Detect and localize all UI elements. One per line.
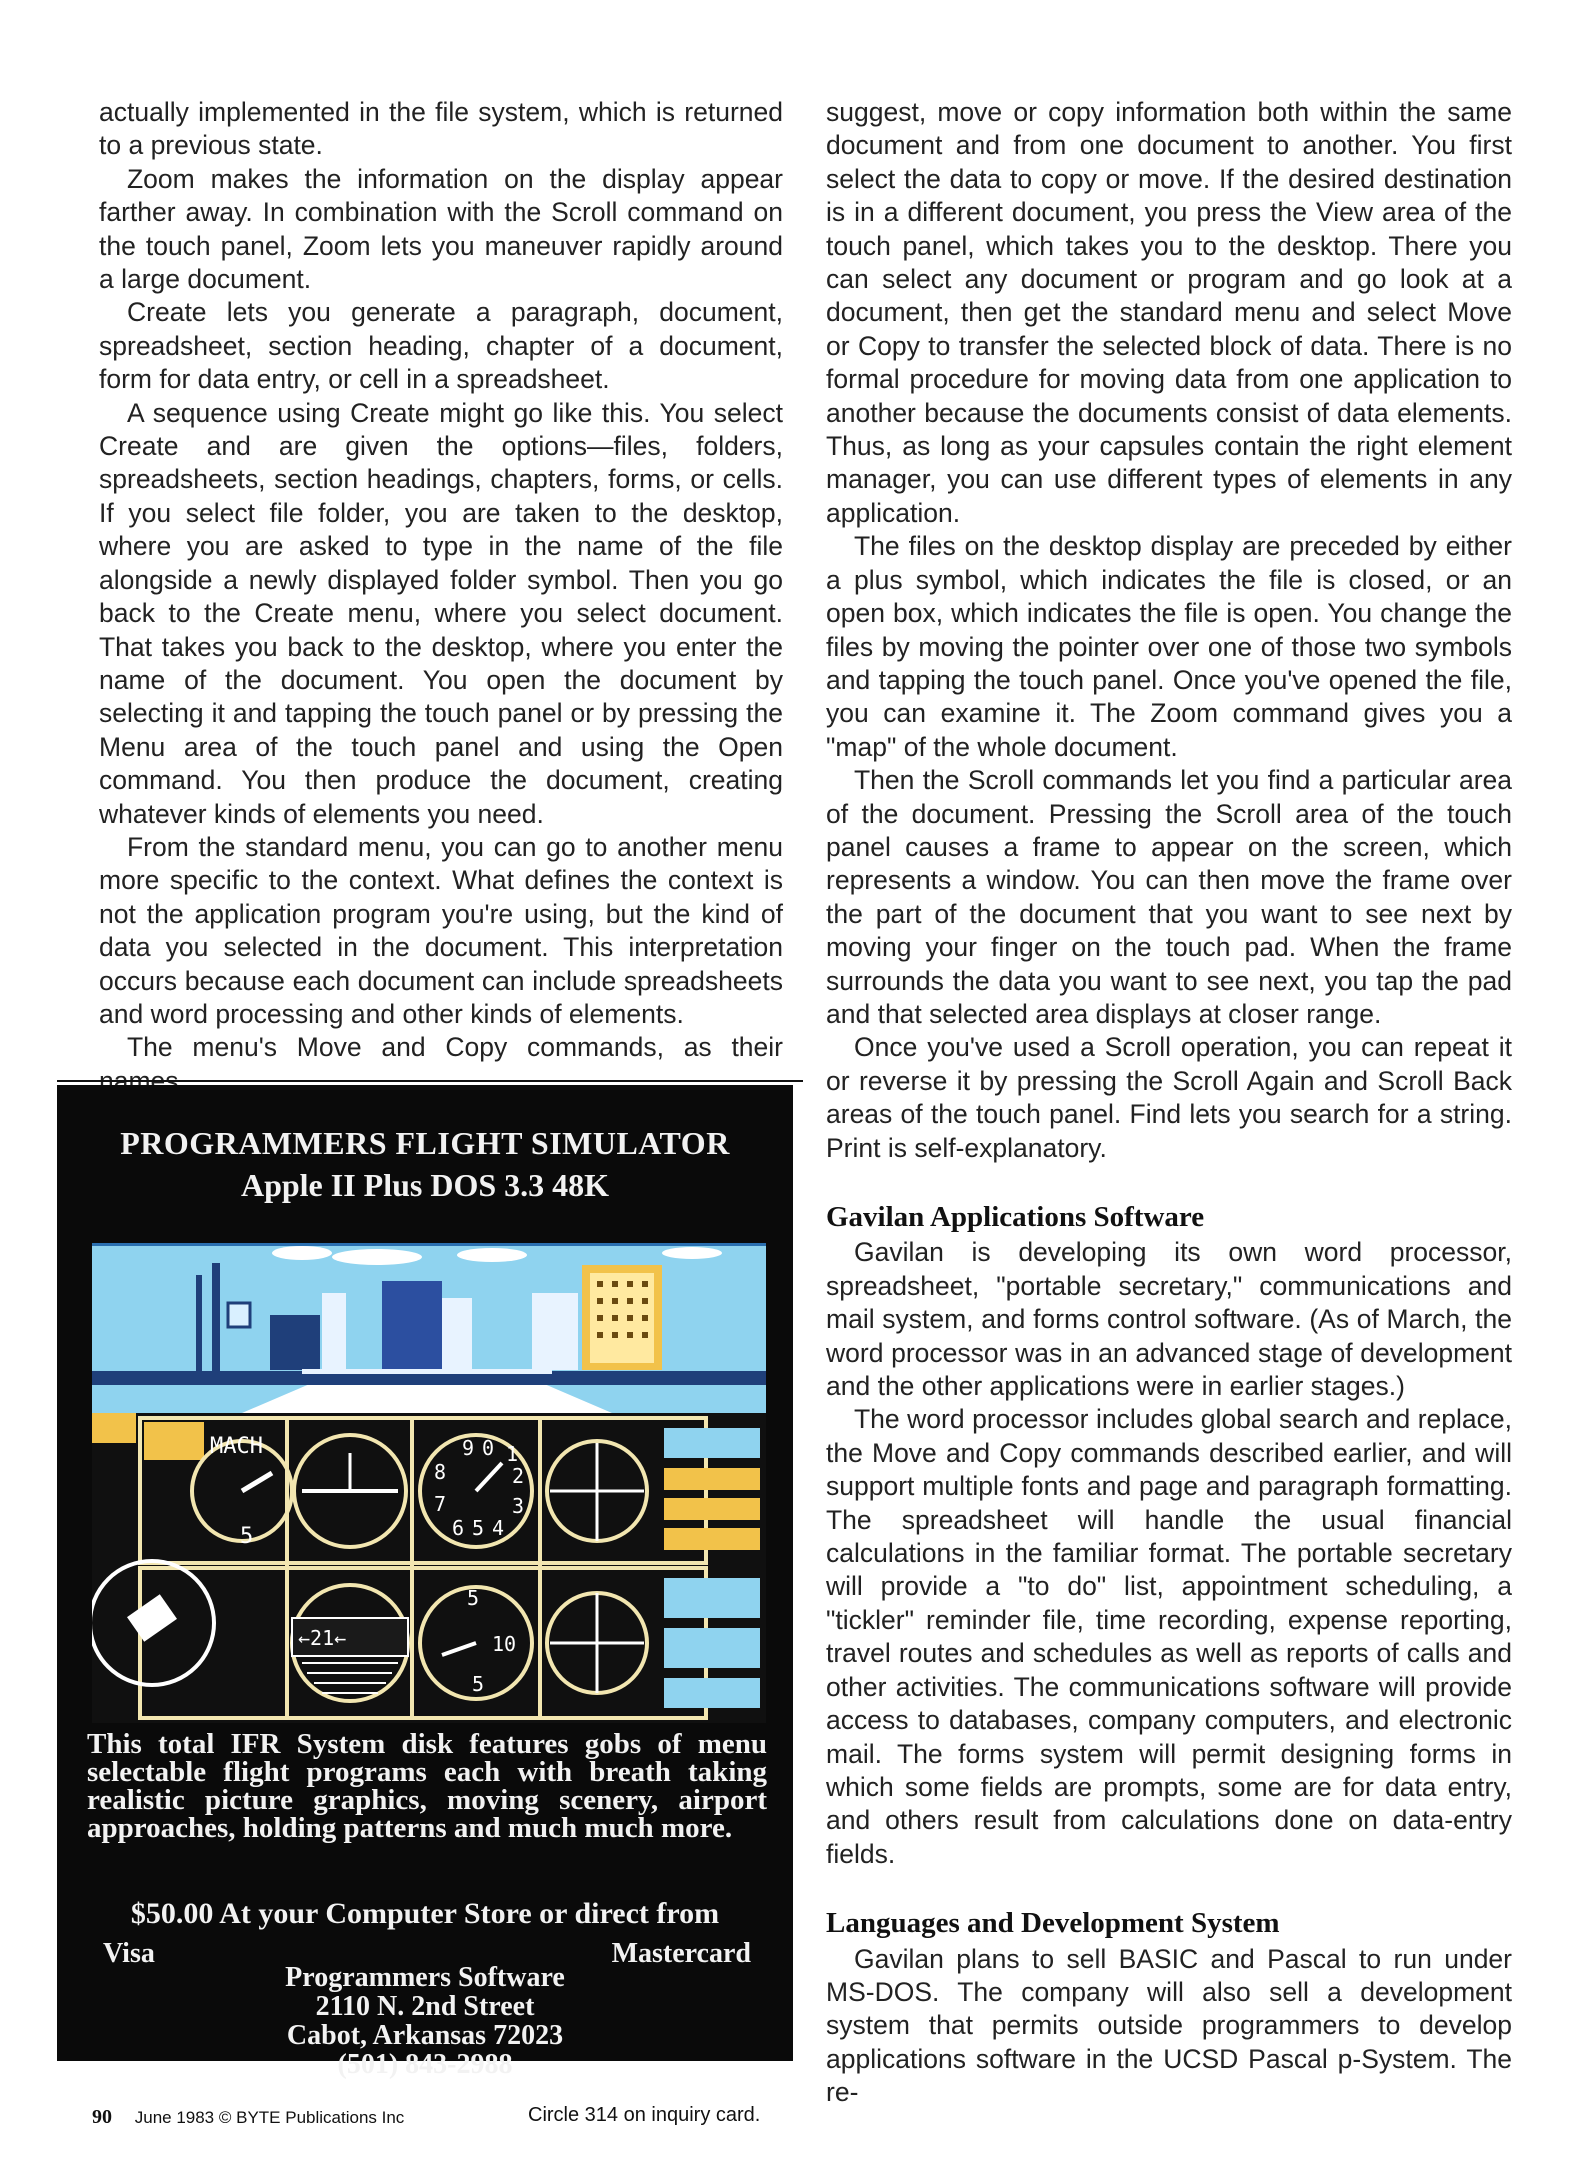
alt-digit-3: 3 bbox=[512, 1494, 525, 1518]
section2-paragraph-1: Gavilan plans to sell BASIC and Pascal to run under MS-DOS. The company will also sell a development system that permits outside programmers to develop applications software in the UCSD Pascal p-System. The re- bbox=[826, 1943, 1512, 2108]
section1-paragraph-2: The word processor includes global search and replace, the Move and Copy commands described earlier, and will support multiple fonts and page and paragraph formatting. The spreadsheet will handle the usual financial calculations in the familiar format. The portable secretary will provide a "to do" list, appointment scheduling, a "tickler" reminder file, time recording, expense reporting, travel routes and schedules as well as reports of calls and other activities. The communications software will provide access to databases, company computers, and electronic mail. The forms system will permit designing forms in which some fields are prompts, some are for data entry, and others result from calculations done on data-entry fields. bbox=[826, 1404, 1512, 1869]
mach-label: MACH bbox=[210, 1434, 263, 1459]
section-heading-languages: Languages and Development System bbox=[826, 1907, 1280, 1940]
right-paragraph-1: suggest, move or copy information both within the same document and from one document to another. You first select the data to copy or move. If the desired destination is in a different document, you press the View area of the touch panel, which takes you to the desktop. There you can select any document or program and go look at a document, then get the standard menu and select Move or Copy to transfer the selected block of data. There is no formal procedure for moving data from one application to another because the documents consist of data elements. Thus, as long as your capsules contain the right element manager, you can use different types of elements in any application. bbox=[826, 97, 1512, 528]
right-article-column bbox=[826, 96, 1512, 2110]
ad-title: PROGRAMMERS FLIGHT SIMULATOR bbox=[120, 1125, 730, 1161]
alt-digit-7: 7 bbox=[434, 1492, 447, 1516]
alt-digit-9: 9 bbox=[462, 1436, 475, 1460]
right-paragraph-2: The files on the desktop display are preceded by either a plus symbol, which indicates the file is closed, or an open box, which indicates the file is open. You change the files by moving the pointer over one of those two symbols and tapping the touch panel. Once you've opened the file, you can examine it. The Zoom command gives you a "map" of the whole document. bbox=[826, 531, 1512, 762]
ad-subtitle: Apple II Plus DOS 3.3 48K bbox=[240, 1167, 610, 1203]
ad-price-line: $50.00 At your Computer Store or direct from bbox=[130, 1897, 720, 1930]
page-number: 90 bbox=[92, 2106, 112, 2128]
ad-mastercard: Mastercard bbox=[611, 1938, 751, 1969]
ad-top-rule bbox=[57, 1080, 803, 1082]
section-heading-applications: Gavilan Applications Software bbox=[826, 1201, 1205, 1233]
ad-address-block bbox=[57, 1963, 793, 2079]
alt-digit-4: 4 bbox=[492, 1516, 505, 1540]
speed-10: 10 bbox=[492, 1632, 517, 1656]
right-paragraph-3: Then the Scroll commands let you find a particular area of the document. Pressing the Scroll area of the touch panel causes a frame to appear on the screen, which represents a window. You can then move the frame over the part of the document that you want to see next by moving your finger on the touch pad. When the frame surrounds the data you want to see next, you tap the pad and that selected area displays at closer range. bbox=[826, 765, 1512, 1029]
left-paragraph-5: From the standard menu, you can go to another menu more specific to the context. What defines the context is not the application program you're using, but the kind of data you selected in the document. This interpretation occurs because each document can include spreadsheets and word processing and other kinds of elements. bbox=[99, 831, 783, 1029]
ad-phone: (501) 843-2988 bbox=[337, 2049, 513, 2080]
left-article-column bbox=[99, 96, 783, 1098]
heading-readout: ←21← bbox=[298, 1626, 347, 1650]
ad-street: 2110 N. 2nd Street bbox=[315, 1991, 535, 2022]
flight-simulator-ad bbox=[57, 1085, 793, 2080]
speed-5-top: 5 bbox=[467, 1586, 480, 1610]
ad-visa: Visa bbox=[103, 1938, 155, 1969]
left-paragraph-3: Create lets you generate a paragraph, document, spreadsheet, section heading, chapter of a document, form for data entry, or cell in a spreadsheet. bbox=[99, 297, 783, 395]
page-footer bbox=[92, 2106, 404, 2129]
inquiry-card-note: Circle 314 on inquiry card. bbox=[528, 2104, 761, 2126]
ad-city: Cabot, Arkansas 72023 bbox=[286, 2020, 564, 2051]
alt-digit-8: 8 bbox=[434, 1460, 447, 1484]
alt-digit-5: 5 bbox=[472, 1516, 485, 1540]
mach-value: 5 bbox=[240, 1524, 254, 1549]
left-paragraph-2: Zoom makes the information on the display appear farther away. In combination with the Scroll command on the touch panel, Zoom lets you maneuver rapidly around a large document. bbox=[99, 163, 783, 295]
alt-digit-0: 0 bbox=[482, 1436, 495, 1460]
flight-simulator-screenshot bbox=[92, 1243, 766, 1723]
alt-digit-6: 6 bbox=[452, 1516, 465, 1540]
left-paragraph-1: actually implemented in the file system, which is returned to a previous state. bbox=[99, 97, 783, 161]
alt-digit-1: 1 bbox=[506, 1442, 519, 1466]
left-paragraph-4: A sequence using Create might go like this. You select Create and are given the options—files, folders, spreadsheets, section headings, chapters, forms, or cells. If you select file folder, you are taken to the desktop, where you are asked to type in the name of the file alongside a newly displayed folder symbol. Then you go back to the Create menu, where you select document. That takes you back to the desktop, where you enter the name of the document. You open the document by selecting it and tapping the touch panel or by pressing the Menu area of the touch panel and using the Open command. You then produce the document, creating whatever kinds of elements you need. bbox=[99, 397, 783, 829]
speed-5-bottom: 5 bbox=[472, 1672, 485, 1696]
ad-company: Programmers Software bbox=[285, 1962, 565, 1993]
section1-paragraph-1: Gavilan is developing its own word processor, spreadsheet, "portable secretary," communications and mail system, and forms control software. (As of March, the word processor was in an advanced stage of development and the other applications were in earlier stages.) bbox=[826, 1237, 1512, 1402]
ad-description: This total IFR System disk features gobs of menu selectable flight programs each with breath taking realistic picture graphics, moving scenery, airport approaches, holding patterns and much much more. bbox=[87, 1728, 767, 1844]
alt-digit-2: 2 bbox=[512, 1464, 525, 1488]
right-paragraph-4: Once you've used a Scroll operation, you can repeat it or reverse it by pressing the Scroll Again and Scroll Back areas of the touch panel. Find lets you search for a string. Print is self-explanatory. bbox=[826, 1032, 1512, 1163]
issue-credit: June 1983 © BYTE Publications Inc bbox=[134, 2108, 405, 2127]
left-paragraph-6: The menu's Move and Copy commands, as their bbox=[127, 1032, 783, 1063]
